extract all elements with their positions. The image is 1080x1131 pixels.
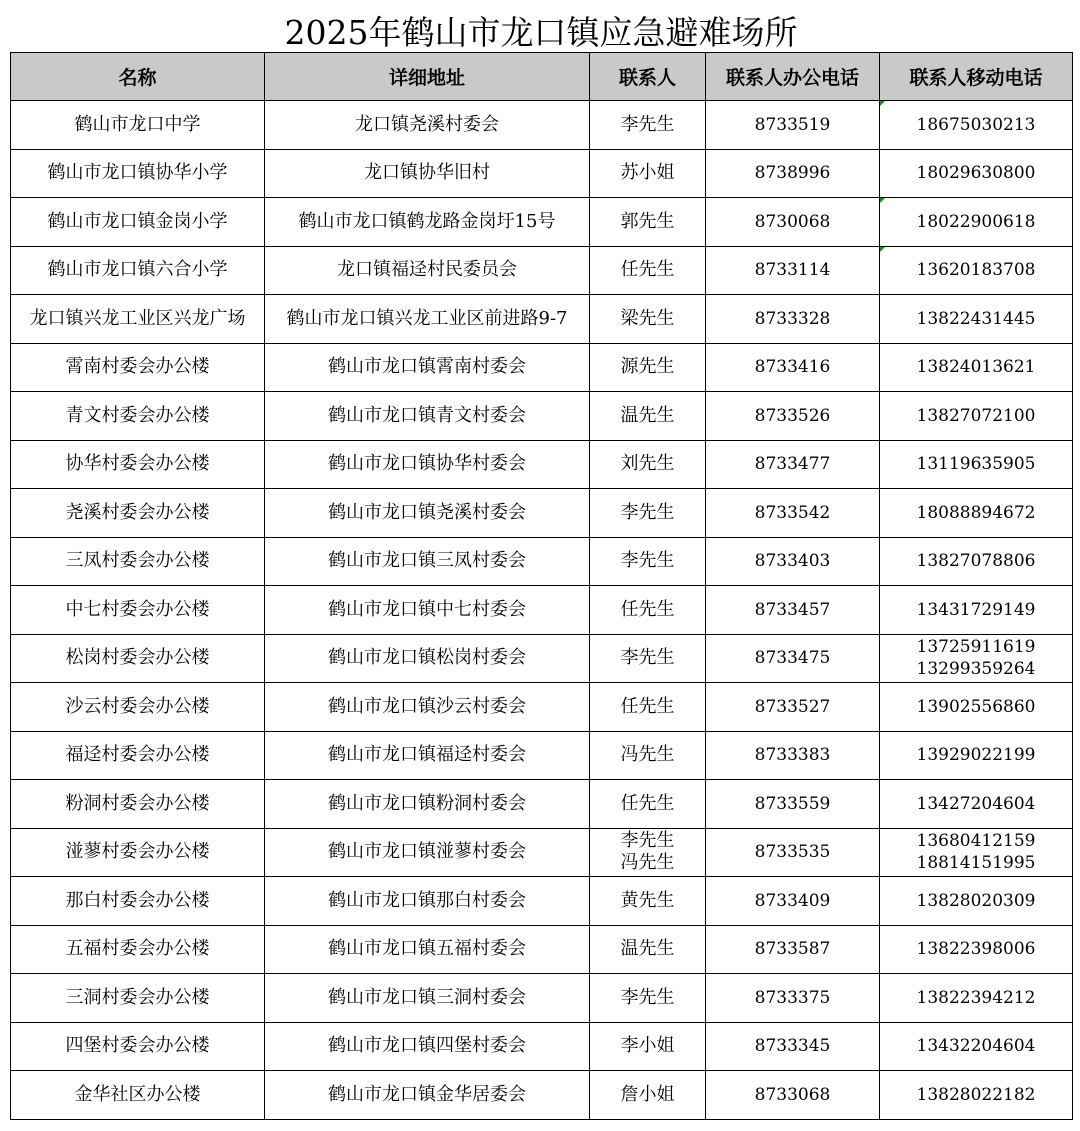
cell-contact-line: 冯先生 [620, 852, 675, 874]
cell-mobile-phone-line: 13119635905 [916, 454, 1036, 475]
cell-contact[interactable] [590, 440, 706, 489]
table-row [11, 537, 1073, 586]
table-row [11, 1022, 1073, 1071]
cell-mobile-phone[interactable] [880, 537, 1073, 586]
cell-office-phone[interactable]: 8733114 [706, 246, 880, 295]
header-name[interactable]: 名称 [11, 53, 265, 101]
cell-address[interactable]: 鹤山市龙口镇中七村委会 [265, 586, 590, 635]
cell-name[interactable]: 青文村委会办公楼 [11, 392, 265, 441]
table-row [11, 295, 1073, 344]
table-row [11, 440, 1073, 489]
cell-address[interactable]: 鹤山市龙口镇五福村委会 [265, 925, 590, 974]
cell-contact[interactable] [590, 149, 706, 198]
table-row [11, 149, 1073, 198]
cell-contact-line: 温先生 [620, 404, 675, 426]
cell-address[interactable]: 鹤山市龙口镇金华居委会 [265, 1071, 590, 1120]
cell-address[interactable]: 鹤山市龙口镇三凤村委会 [265, 537, 590, 586]
cell-office-phone[interactable]: 8733409 [706, 877, 880, 926]
cell-mobile-phone[interactable] [880, 1071, 1073, 1120]
cell-office-phone[interactable]: 8733542 [706, 489, 880, 538]
cell-contact[interactable] [590, 101, 706, 150]
cell-contact[interactable] [590, 780, 706, 829]
cell-address[interactable]: 鹤山市龙口镇协华村委会 [265, 440, 590, 489]
cell-mobile-phone[interactable] [880, 246, 1073, 295]
table-row [11, 634, 1073, 683]
cell-office-phone[interactable]: 8738996 [706, 149, 880, 198]
cell-mobile-phone-line: 13620183708 [916, 260, 1036, 281]
cell-mobile-phone-line: 18029630800 [916, 163, 1036, 184]
cell-address[interactable]: 鹤山市龙口镇松岗村委会 [265, 634, 590, 683]
cell-office-phone[interactable]: 8733519 [706, 101, 880, 150]
cell-office-phone[interactable]: 8733587 [706, 925, 880, 974]
cell-mobile-phone-line: 18088894672 [916, 502, 1036, 523]
cell-mobile-phone[interactable] [880, 440, 1073, 489]
cell-contact[interactable] [590, 828, 706, 877]
shelter-table [10, 52, 1073, 1120]
table-row [11, 828, 1073, 877]
cell-contact[interactable] [590, 343, 706, 392]
header-row [11, 53, 1073, 101]
cell-name[interactable]: 松岗村委会办公楼 [11, 634, 265, 683]
cell-mobile-phone[interactable] [880, 295, 1073, 344]
cell-name[interactable]: 福迳村委会办公楼 [11, 731, 265, 780]
cell-address[interactable]: 鹤山市龙口镇霄南村委会 [265, 343, 590, 392]
cell-contact-line: 梁先生 [620, 307, 675, 329]
cell-address[interactable]: 鹤山市龙口镇青文村委会 [265, 392, 590, 441]
cell-name[interactable]: 四堡村委会办公楼 [11, 1022, 265, 1071]
cell-mobile-phone-line: 13824013621 [916, 357, 1036, 378]
cell-mobile-phone-line: 13827078806 [916, 551, 1036, 572]
cell-contact[interactable] [590, 246, 706, 295]
cell-contact[interactable] [590, 1022, 706, 1071]
header-mobile-phone[interactable]: 联系人移动电话 [880, 53, 1073, 101]
cell-contact[interactable] [590, 731, 706, 780]
cell-address[interactable]: 龙口镇福迳村民委员会 [265, 246, 590, 295]
cell-contact-line: 苏小姐 [620, 162, 675, 184]
cell-office-phone[interactable]: 8733559 [706, 780, 880, 829]
cell-mobile-phone[interactable] [880, 828, 1073, 877]
header-office-phone[interactable]: 联系人办公电话 [706, 53, 880, 101]
sheet-title: 2025年鹤山市龙口镇应急避难场所 [284, 13, 798, 52]
cell-contact[interactable] [590, 537, 706, 586]
cell-address[interactable]: 鹤山市龙口镇福迳村委会 [265, 731, 590, 780]
spreadsheet [10, 8, 1072, 1120]
table-row [11, 1071, 1073, 1120]
cell-office-phone[interactable]: 8733475 [706, 634, 880, 683]
cell-office-phone[interactable]: 8733535 [706, 828, 880, 877]
cell-contact[interactable] [590, 586, 706, 635]
cell-contact-line: 李先生 [620, 986, 675, 1008]
cell-office-phone[interactable]: 8733457 [706, 586, 880, 635]
cell-name[interactable]: 龙口镇兴龙工业区兴龙广场 [11, 295, 265, 344]
cell-mobile-phone-line: 13822398006 [916, 939, 1036, 960]
cell-contact[interactable] [590, 1071, 706, 1120]
cell-address[interactable]: 鹤山市龙口镇尧溪村委会 [265, 489, 590, 538]
cell-mobile-phone[interactable] [880, 780, 1073, 829]
cell-name[interactable]: 沙云村委会办公楼 [11, 683, 265, 732]
cell-address[interactable]: 龙口镇尧溪村委会 [265, 101, 590, 150]
cell-contact-line: 郭先生 [620, 210, 675, 232]
table-row [11, 925, 1073, 974]
cell-contact-line: 李先生 [620, 113, 675, 135]
cell-mobile-phone-line: 13432204604 [916, 1036, 1036, 1057]
cell-contact[interactable] [590, 974, 706, 1023]
cell-contact-line: 詹小姐 [620, 1083, 675, 1105]
cell-contact-line: 任先生 [620, 259, 675, 281]
cell-mobile-phone-line: 13929022199 [916, 745, 1036, 766]
cell-mobile-phone-line: 13902556860 [916, 696, 1036, 717]
cell-office-phone[interactable]: 8733375 [706, 974, 880, 1023]
cell-contact-line: 李先生 [620, 501, 675, 523]
cell-name[interactable]: 湴蓼村委会办公楼 [11, 828, 265, 877]
table-row [11, 489, 1073, 538]
cell-mobile-phone-line: 13822431445 [916, 308, 1036, 329]
header-address[interactable]: 详细地址 [265, 53, 590, 101]
cell-mobile-phone[interactable] [880, 586, 1073, 635]
cell-contact-line: 冯先生 [620, 744, 675, 766]
table-row [11, 683, 1073, 732]
cell-office-phone[interactable]: 8730068 [706, 198, 880, 247]
table-row [11, 877, 1073, 926]
cell-name[interactable]: 协华村委会办公楼 [11, 440, 265, 489]
cell-mobile-phone-line: 13828022182 [916, 1084, 1036, 1105]
cell-name[interactable]: 五福村委会办公楼 [11, 925, 265, 974]
cell-mobile-phone[interactable] [880, 683, 1073, 732]
cell-office-phone[interactable]: 8733345 [706, 1022, 880, 1071]
cell-mobile-phone[interactable] [880, 731, 1073, 780]
table-row [11, 731, 1073, 780]
cell-mobile-phone[interactable] [880, 101, 1073, 150]
cell-name[interactable]: 鹤山市龙口中学 [11, 101, 265, 150]
cell-office-phone[interactable]: 8733383 [706, 731, 880, 780]
cell-office-phone[interactable]: 8733416 [706, 343, 880, 392]
table-row [11, 586, 1073, 635]
cell-contact[interactable] [590, 392, 706, 441]
cell-contact-line: 黄先生 [620, 889, 675, 911]
cell-contact[interactable] [590, 877, 706, 926]
cell-mobile-phone-line: 13828020309 [916, 890, 1036, 911]
cell-office-phone[interactable]: 8733328 [706, 295, 880, 344]
table-row [11, 974, 1073, 1023]
cell-name[interactable]: 三洞村委会办公楼 [11, 974, 265, 1023]
cell-contact-line: 李小姐 [620, 1035, 675, 1057]
cell-mobile-phone-line: 13680412159 [916, 831, 1036, 852]
cell-name[interactable]: 三凤村委会办公楼 [11, 537, 265, 586]
cell-contact-line: 任先生 [620, 695, 675, 717]
cell-mobile-phone-line: 13822394212 [916, 987, 1036, 1008]
cell-office-phone[interactable]: 8733526 [706, 392, 880, 441]
cell-mobile-phone[interactable] [880, 634, 1073, 683]
cell-address[interactable]: 鹤山市龙口镇粉洞村委会 [265, 780, 590, 829]
cell-address[interactable]: 龙口镇协华旧村 [265, 149, 590, 198]
cell-mobile-phone[interactable] [880, 974, 1073, 1023]
cell-name[interactable]: 尧溪村委会办公楼 [11, 489, 265, 538]
cell-contact[interactable] [590, 489, 706, 538]
header-contact[interactable]: 联系人 [590, 53, 706, 101]
cell-mobile-phone[interactable] [880, 925, 1073, 974]
cell-mobile-phone[interactable] [880, 198, 1073, 247]
cell-contact-line: 温先生 [620, 938, 675, 960]
cell-name[interactable]: 金华社区办公楼 [11, 1071, 265, 1120]
cell-contact-line: 任先生 [620, 792, 675, 814]
cell-mobile-phone-line: 13299359264 [916, 659, 1036, 680]
cell-contact-line: 源先生 [620, 356, 675, 378]
cell-contact-line: 李先生 [620, 550, 675, 572]
cell-name[interactable]: 鹤山市龙口镇金岗小学 [11, 198, 265, 247]
cell-mobile-phone-line: 18675030213 [916, 114, 1036, 135]
cell-name[interactable]: 鹤山市龙口镇协华小学 [11, 149, 265, 198]
cell-address[interactable]: 鹤山市龙口镇三洞村委会 [265, 974, 590, 1023]
cell-mobile-phone-line: 13725911619 [916, 637, 1036, 658]
table-row [11, 101, 1073, 150]
cell-name[interactable]: 霄南村委会办公楼 [11, 343, 265, 392]
cell-contact[interactable] [590, 198, 706, 247]
cell-mobile-phone[interactable] [880, 489, 1073, 538]
cell-office-phone[interactable]: 8733477 [706, 440, 880, 489]
cell-mobile-phone[interactable] [880, 392, 1073, 441]
cell-contact-line: 李先生 [620, 647, 675, 669]
cell-mobile-phone-line: 13427204604 [916, 793, 1036, 814]
cell-contact[interactable] [590, 683, 706, 732]
cell-address[interactable]: 鹤山市龙口镇那白村委会 [265, 877, 590, 926]
table-row [11, 780, 1073, 829]
cell-mobile-phone-line: 18814151995 [916, 853, 1036, 874]
table-row [11, 246, 1073, 295]
cell-contact-line: 任先生 [620, 598, 675, 620]
table-row [11, 392, 1073, 441]
cell-office-phone[interactable]: 8733068 [706, 1071, 880, 1120]
cell-mobile-phone-line: 13827072100 [916, 405, 1036, 426]
cell-mobile-phone-line: 18022900618 [916, 211, 1036, 232]
cell-address[interactable]: 鹤山市龙口镇鹤龙路金岗圩15号 [265, 198, 590, 247]
cell-contact-line: 李先生 [620, 830, 675, 852]
cell-name[interactable]: 鹤山市龙口镇六合小学 [11, 246, 265, 295]
cell-contact[interactable] [590, 295, 706, 344]
table-row [11, 343, 1073, 392]
cell-mobile-phone[interactable] [880, 1022, 1073, 1071]
cell-mobile-phone[interactable] [880, 877, 1073, 926]
table-row [11, 198, 1073, 247]
cell-mobile-phone[interactable] [880, 149, 1073, 198]
cell-address[interactable]: 鹤山市龙口镇湴蓼村委会 [265, 828, 590, 877]
cell-contact[interactable] [590, 925, 706, 974]
cell-address[interactable]: 鹤山市龙口镇兴龙工业区前进路9-7 [265, 295, 590, 344]
cell-name[interactable]: 那白村委会办公楼 [11, 877, 265, 926]
cell-name[interactable]: 粉洞村委会办公楼 [11, 780, 265, 829]
cell-address[interactable]: 鹤山市龙口镇沙云村委会 [265, 683, 590, 732]
cell-mobile-phone-line: 13431729149 [916, 599, 1036, 620]
cell-address[interactable]: 鹤山市龙口镇四堡村委会 [265, 1022, 590, 1071]
cell-office-phone[interactable]: 8733527 [706, 683, 880, 732]
cell-mobile-phone[interactable] [880, 343, 1073, 392]
cell-office-phone[interactable]: 8733403 [706, 537, 880, 586]
cell-contact-line: 刘先生 [620, 453, 675, 475]
cell-contact[interactable] [590, 634, 706, 683]
cell-name[interactable]: 中七村委会办公楼 [11, 586, 265, 635]
table-body [11, 101, 1073, 1120]
